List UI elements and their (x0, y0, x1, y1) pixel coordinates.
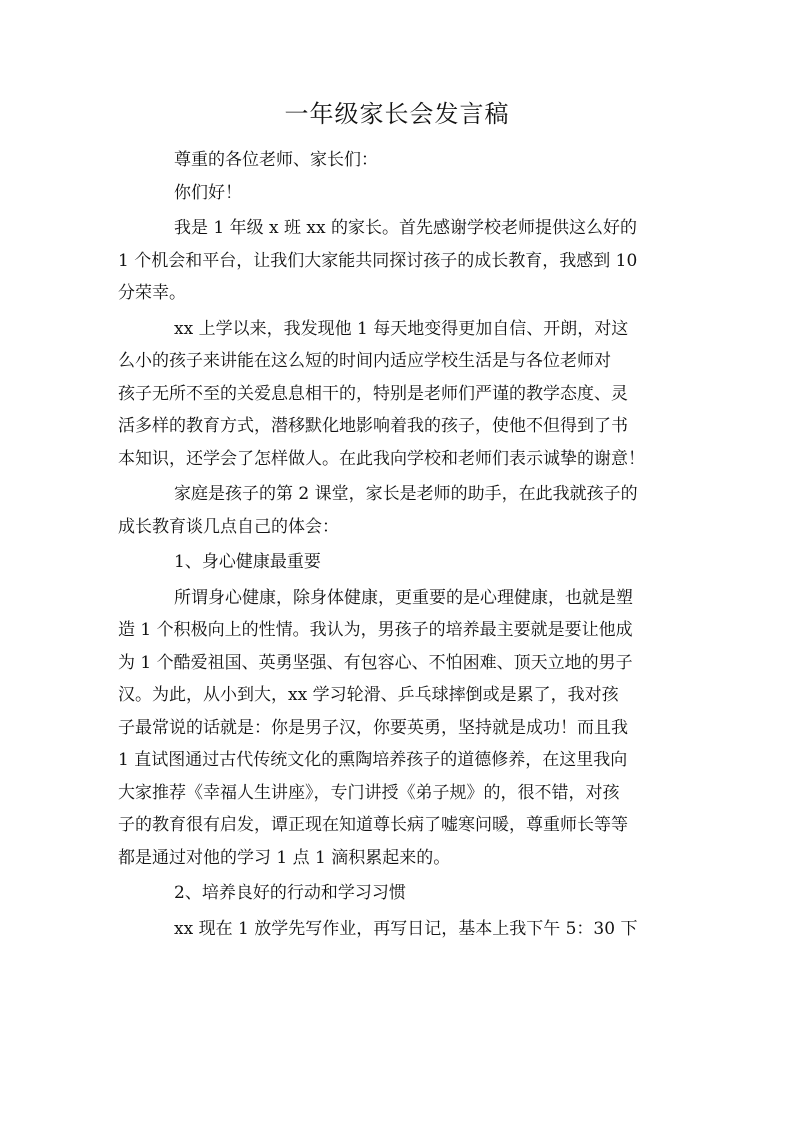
paragraph-line: 我是 1 年级 x 班 xx 的家长。首先感谢学校老师提供这么好的 (174, 218, 637, 238)
paragraph-line: 成长教育谈几点自己的体会： (118, 516, 339, 537)
paragraph-line: 1 个机会和平台，让我们大家能共同探讨孩子的成长教育，我感到 10 (118, 250, 638, 271)
paragraph-line: 为 1 个酷爱祖国、英勇坚强、有包容心、不怕困难、顶天立地的男子 (118, 652, 633, 673)
paragraph-line: 造 1 个积极向上的性情。我认为，男孩子的培养最主要就是要让他成 (118, 620, 633, 640)
paragraph-line: 孩子无所不至的关爱息息相干的，特别是老师们严谨的教学态度、灵 (118, 383, 628, 404)
paragraph-line: 大家推荐《幸福人生讲座》，专门讲授《弟子规》的，很不错，对孩 (118, 782, 620, 803)
paragraph-line: 所谓身心健康，除身体健康，更重要的是心理健康，也就是塑 (174, 587, 633, 608)
paragraph-line: xx 现在 1 放学先写作业，再写日记，基本上我下午 5：30 下 (174, 918, 638, 939)
document-title: 一年级家长会发言稿 (284, 100, 510, 128)
paragraph-line: xx 上学以来，我发现他 1 每天地变得更加自信、开朗，对这 (174, 318, 629, 339)
paragraph-line: 本知识，还学会了怎样做人。在此我向学校和老师们表示诚挚的谢意！ (118, 448, 645, 469)
paragraph-line: 分荣幸。 (118, 283, 186, 303)
section-heading-2: 2、培养良好的行动和学习习惯 (174, 883, 406, 903)
paragraph-line: 汉。为此，从小到大，xx 学习轮滑、乒乓球摔倒或是累了，我对孩 (118, 685, 619, 705)
paragraph-line: 么小的孩子来讲能在这么短的时间内适应学校生活是与各位老师对 (118, 351, 611, 371)
paragraph-line: 活多样的教育方式，潜移默化地影响着我的孩子，使他不但得到了书 (118, 416, 628, 436)
document-body (118, 144, 678, 945)
salutation-line: 尊重的各位老师、家长们： (174, 150, 378, 170)
paragraph-line: 子的教育很有启发，谭正现在知道尊长病了嘘寒问暖，尊重师长等等 (118, 815, 628, 835)
section-heading-1: 1、身心健康最重要 (174, 552, 321, 572)
paragraph-line: 家庭是孩子的第 2 课堂，家长是老师的助手，在此我就孩子的 (174, 484, 638, 504)
greeting-line: 你们好！ (174, 182, 242, 203)
paragraph-line: 都是通过对他的学习 1 点 1 滴积累起来的。 (118, 847, 451, 868)
paragraph-line: 1 直试图通过古代传统文化的熏陶培养孩子的道德修养，在这里我向 (118, 750, 628, 770)
paragraph-line: 子最常说的话就是：你是男子汉，你要英勇，坚持就是成功！而且我 (118, 717, 628, 738)
